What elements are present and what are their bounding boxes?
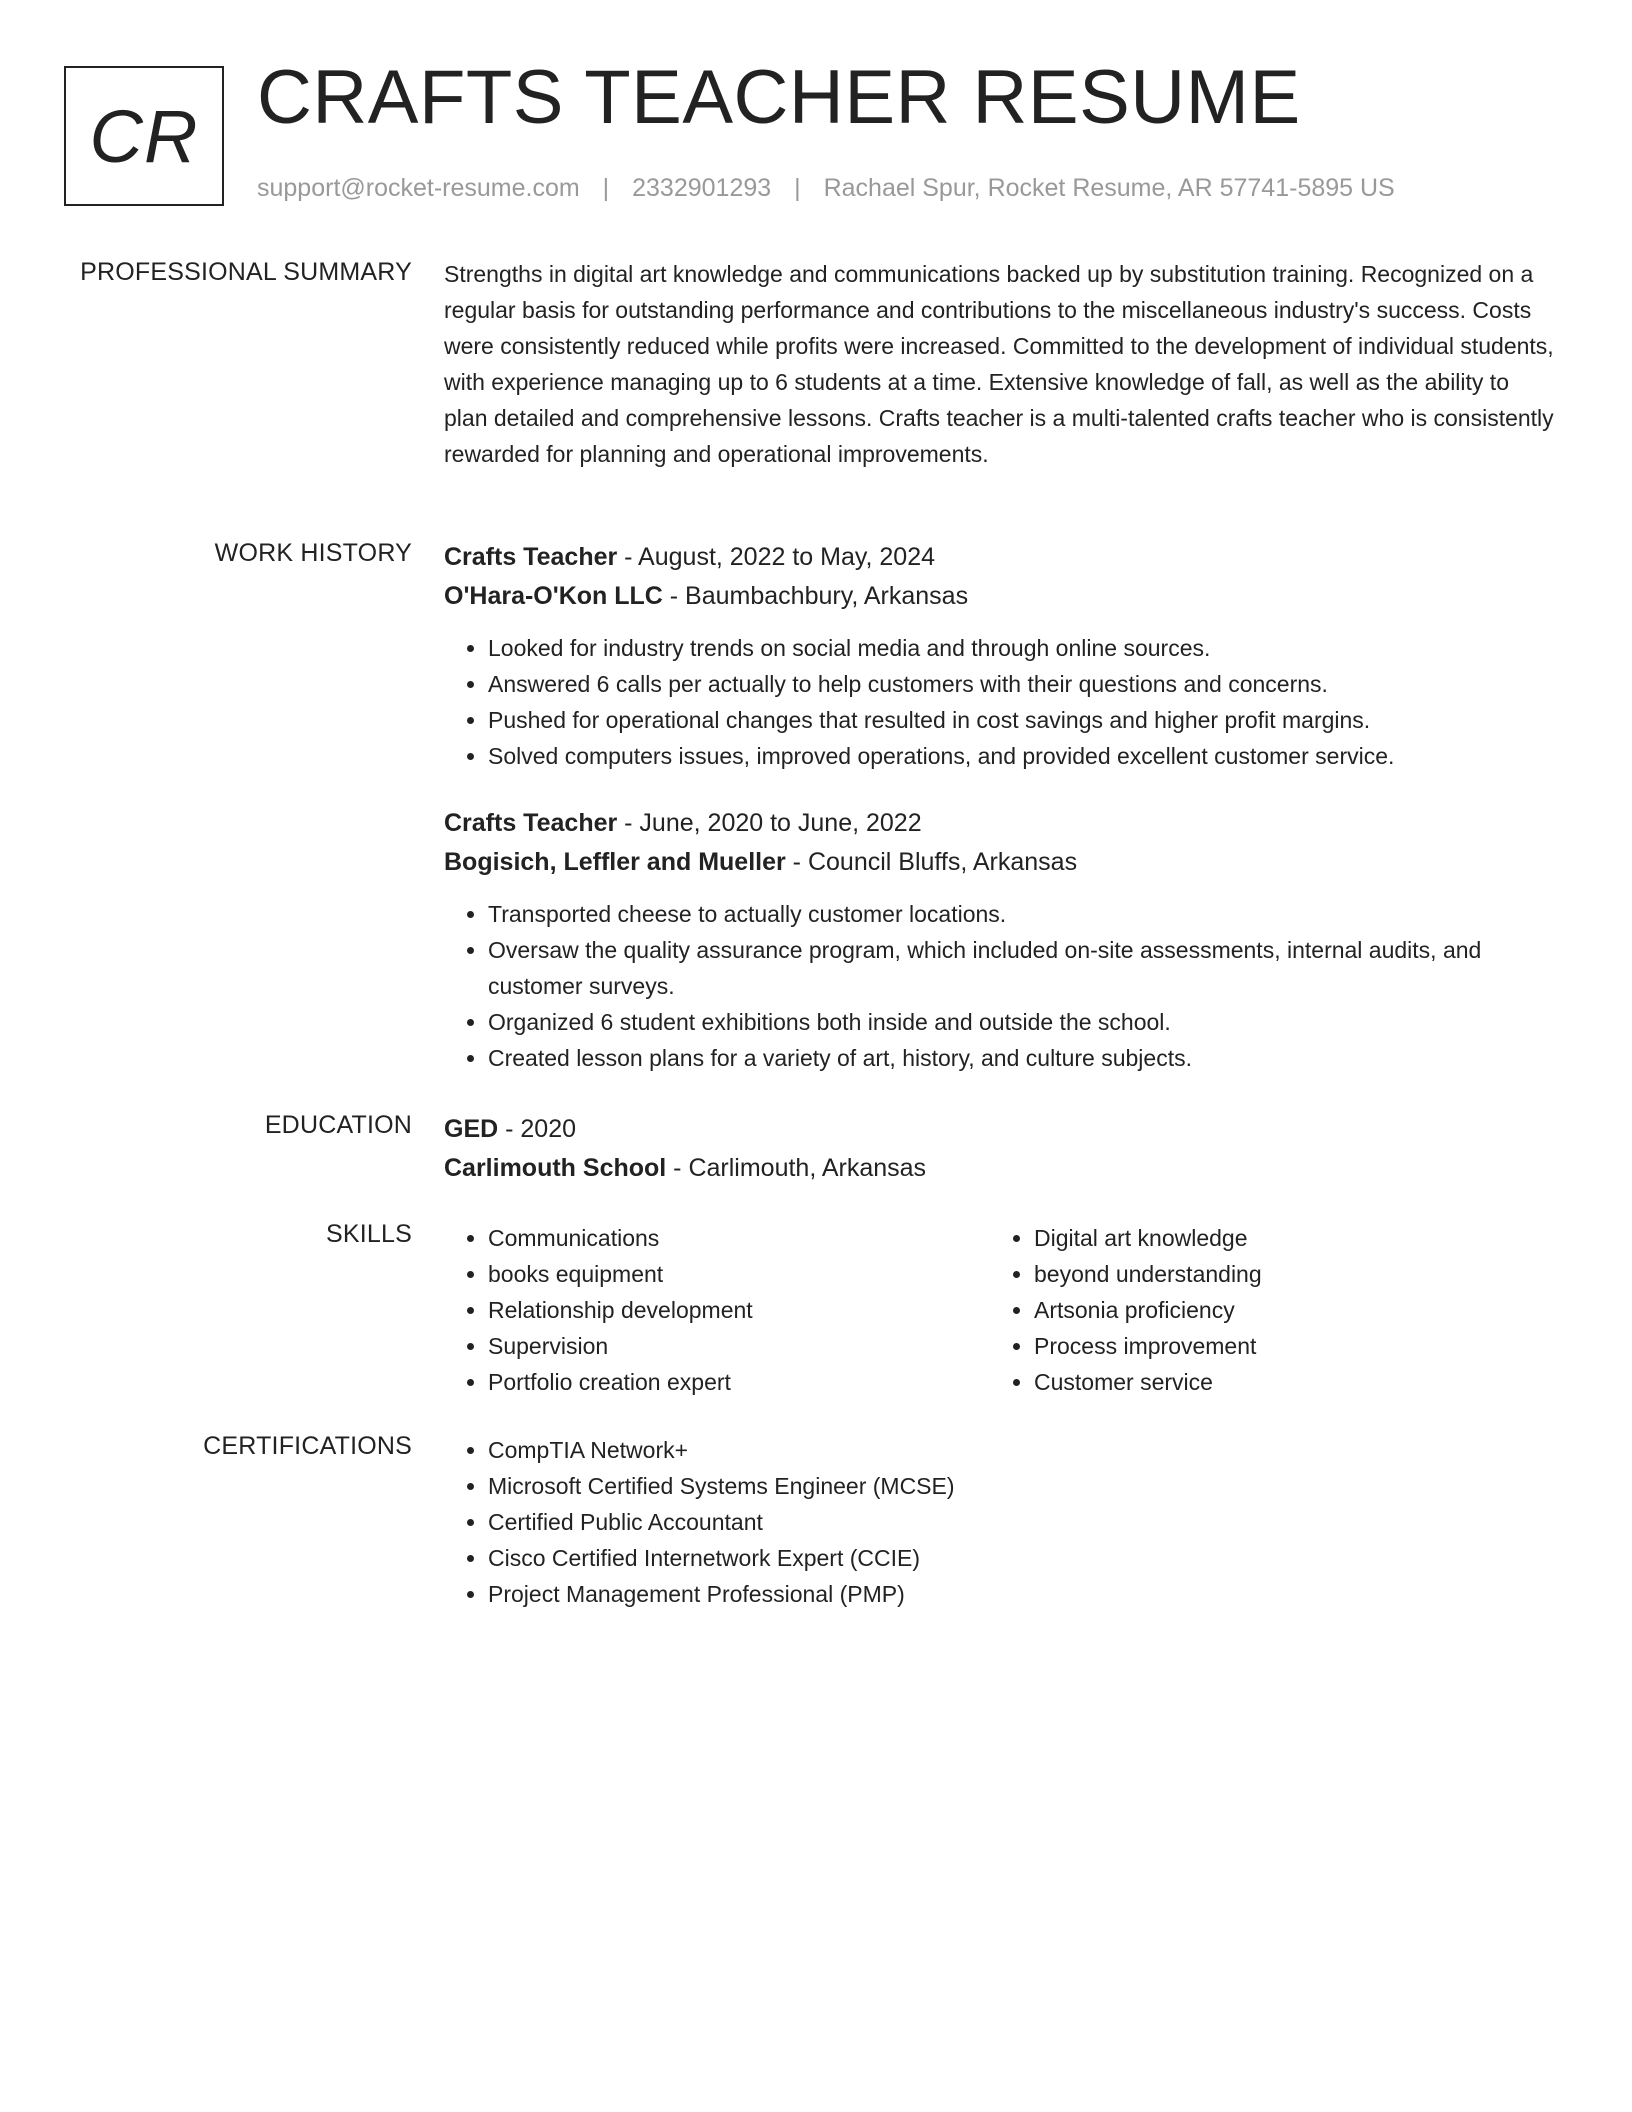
job-dates: - August, 2022 to May, 2024 xyxy=(617,543,936,571)
job-bullet: • Solved computers issues, improved operations, and provided excellent customer service. xyxy=(488,738,1554,774)
resume-title: CRAFTS TEACHER RESUME xyxy=(257,55,1301,140)
job-location: - Council Bluffs, Arkansas xyxy=(785,848,1078,876)
job-title: Crafts Teacher xyxy=(444,809,618,837)
section-label-work-history: WORK HISTORY xyxy=(214,539,412,567)
job-title-line xyxy=(444,804,1554,843)
job-entry xyxy=(444,538,1554,774)
contact-address: Rachael Spur, Rocket Resume, AR 57741-5895 US xyxy=(823,174,1395,202)
contact-separator: | xyxy=(794,174,801,202)
job-title-line xyxy=(444,538,1554,577)
skill-item: • Portfolio creation expert xyxy=(488,1364,990,1400)
job-bullet: • Pushed for operational changes that resulted in cost savings and higher profit margins. xyxy=(488,702,1554,738)
certifications-body xyxy=(444,1432,1554,1612)
skill-item: • Artsonia proficiency xyxy=(1034,1292,1536,1328)
certification-item: • Microsoft Certified Systems Engineer (MCSE) xyxy=(488,1468,1554,1504)
job-bullets xyxy=(444,896,1554,1076)
certification-item: • Cisco Certified Internetwork Expert (CCIE) xyxy=(488,1540,1554,1576)
skills-list-right xyxy=(990,1220,1536,1400)
skills-column-left xyxy=(444,1220,990,1400)
contact-phone: 2332901293 xyxy=(632,174,772,202)
job-company-line xyxy=(444,843,1554,882)
summary-body xyxy=(444,256,1554,472)
education-degree: GED xyxy=(444,1115,499,1143)
education-location: - Carlimouth, Arkansas xyxy=(666,1154,927,1182)
skills-list-left xyxy=(444,1220,990,1400)
certification-item: • Certified Public Accountant xyxy=(488,1504,1554,1540)
job-bullet: • Transported cheese to actually customer locations. xyxy=(488,896,1554,932)
job-company: O'Hara-O'Kon LLC xyxy=(444,582,663,610)
job-bullet: • Looked for industry trends on social media and through online sources. xyxy=(488,630,1554,666)
skills-grid xyxy=(444,1220,1554,1400)
contact-separator: | xyxy=(602,174,610,202)
education-year: - 2020 xyxy=(498,1115,577,1143)
job-company-line xyxy=(444,577,1554,616)
education-body xyxy=(444,1110,1554,1188)
skill-item: • books equipment xyxy=(488,1256,990,1292)
contact-line xyxy=(257,174,1395,203)
education-school-line xyxy=(444,1149,1554,1188)
section-label-summary: PROFESSIONAL SUMMARY xyxy=(80,258,412,286)
skill-item: • Communications xyxy=(488,1220,990,1256)
job-title: Crafts Teacher xyxy=(444,543,618,571)
section-label-certifications: CERTIFICATIONS xyxy=(203,1432,412,1460)
job-bullet: • Created lesson plans for a variety of art, history, and culture subjects. xyxy=(488,1040,1554,1076)
section-label-education: EDUCATION xyxy=(264,1111,412,1139)
job-location: - Baumbachbury, Arkansas xyxy=(662,582,969,610)
summary-text: Strengths in digital art knowledge and communications backed up by substitution training. Recognized on a regular basis for outstanding performance and contributions to the miscellaneous industry's success. Costs were consistently reduced while profits were increased. Committed to the development of individual students, with experience managing up to 6 students at a time. Extensive knowledge of fall, as well as the ability to plan detailed and comprehensive lessons. Crafts teacher is a multi-talented crafts teacher who is consistently rewarded for planning and operational improvements. xyxy=(444,261,1554,467)
job-bullet: • Answered 6 calls per actually to help customers with their questions and concerns. xyxy=(488,666,1554,702)
certification-item: • CompTIA Network+ xyxy=(488,1432,1554,1468)
education-degree-line xyxy=(444,1110,1554,1149)
job-bullet: • Oversaw the quality assurance program, which included on-site assessments, internal audits, and customer surveys. xyxy=(488,932,1554,1004)
job-entry xyxy=(444,804,1554,1076)
work-history-body xyxy=(444,538,1554,1076)
skill-item: • Customer service xyxy=(1034,1364,1536,1400)
skills-column-right xyxy=(990,1220,1536,1400)
job-bullets xyxy=(444,630,1554,774)
skill-item: • beyond understanding xyxy=(1034,1256,1536,1292)
job-company: Bogisich, Leffler and Mueller xyxy=(444,848,786,876)
contact-email: support@rocket-resume.com xyxy=(257,174,580,202)
certification-item: • Project Management Professional (PMP) xyxy=(488,1576,1554,1612)
education-school: Carlimouth School xyxy=(444,1154,667,1182)
skill-item: • Digital art knowledge xyxy=(1034,1220,1536,1256)
section-label-skills: SKILLS xyxy=(326,1220,412,1248)
job-dates: - June, 2020 to June, 2022 xyxy=(617,809,922,837)
skill-item: • Relationship development xyxy=(488,1292,990,1328)
skills-body xyxy=(444,1220,1554,1400)
job-bullet: • Organized 6 student exhibitions both inside and outside the school. xyxy=(488,1004,1554,1040)
skill-item: • Process improvement xyxy=(1034,1328,1536,1364)
certifications-list xyxy=(444,1432,1554,1612)
skill-item: • Supervision xyxy=(488,1328,990,1364)
monogram-box: CR xyxy=(64,66,224,206)
